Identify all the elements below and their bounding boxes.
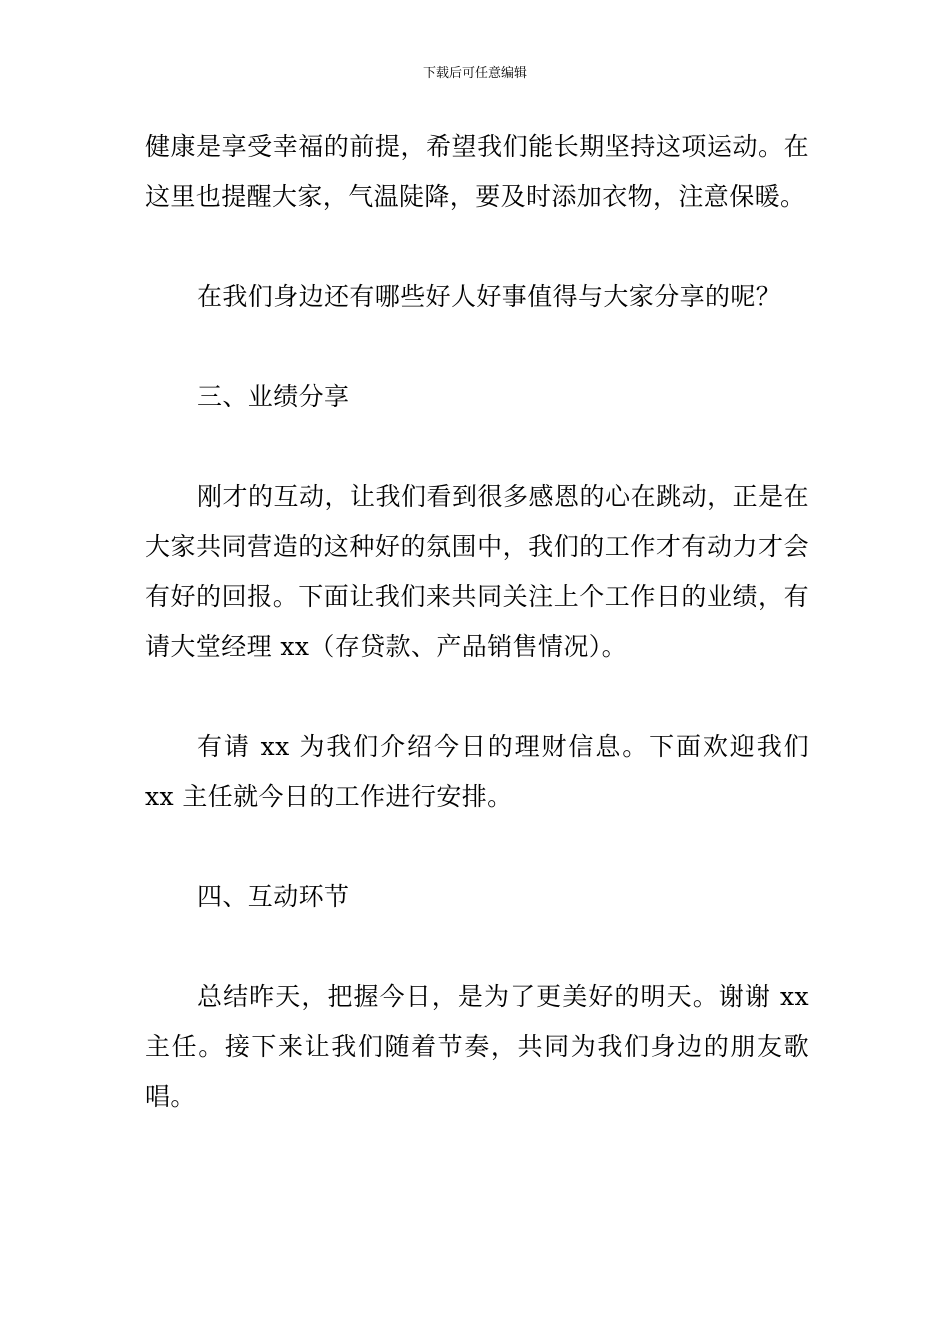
document-body xyxy=(145,122,809,1122)
paragraph-performance-intro: 刚才的互动，让我们看到很多感恩的心在跳动，正是在大家共同营造的这种好的氛围中，我们的工作才有动力才会有好的回报。下面让我们来共同关注上个工作日的业绩，有请大堂经理 xx（存贷款、产品销售情况）。 xyxy=(145,482,809,661)
paragraph-finance-info: 有请 xx 为我们介绍今日的理财信息。下面欢迎我们 xx 主任就今日的工作进行安排。 xyxy=(145,732,809,811)
paragraph-spacer xyxy=(145,672,809,722)
paragraph-spacer xyxy=(145,922,809,972)
paragraph-spacer xyxy=(145,422,809,472)
section-heading-interaction: 四、互动环节 xyxy=(197,882,350,911)
paragraph-health-closing: 健康是享受幸福的前提，希望我们能长期坚持这项运动。在这里也提醒大家，气温陡降，要及时添加衣物，注意保暖。 xyxy=(145,132,809,211)
paragraph-spacer xyxy=(145,322,809,372)
paragraph-closing-summary: 总结昨天，把握今日，是为了更美好的明天。谢谢 xx 主任。接下来让我们随着节奏，共同为我们身边的朋友歌唱。 xyxy=(145,982,809,1111)
section-heading-performance: 三、业绩分享 xyxy=(197,382,350,411)
paragraph-sharing-question: 在我们身边还有哪些好人好事值得与大家分享的呢？ xyxy=(197,282,782,311)
paragraph-spacer xyxy=(145,222,809,272)
header-note: 下载后可任意编辑 xyxy=(422,66,527,81)
paragraph-spacer xyxy=(145,822,809,872)
